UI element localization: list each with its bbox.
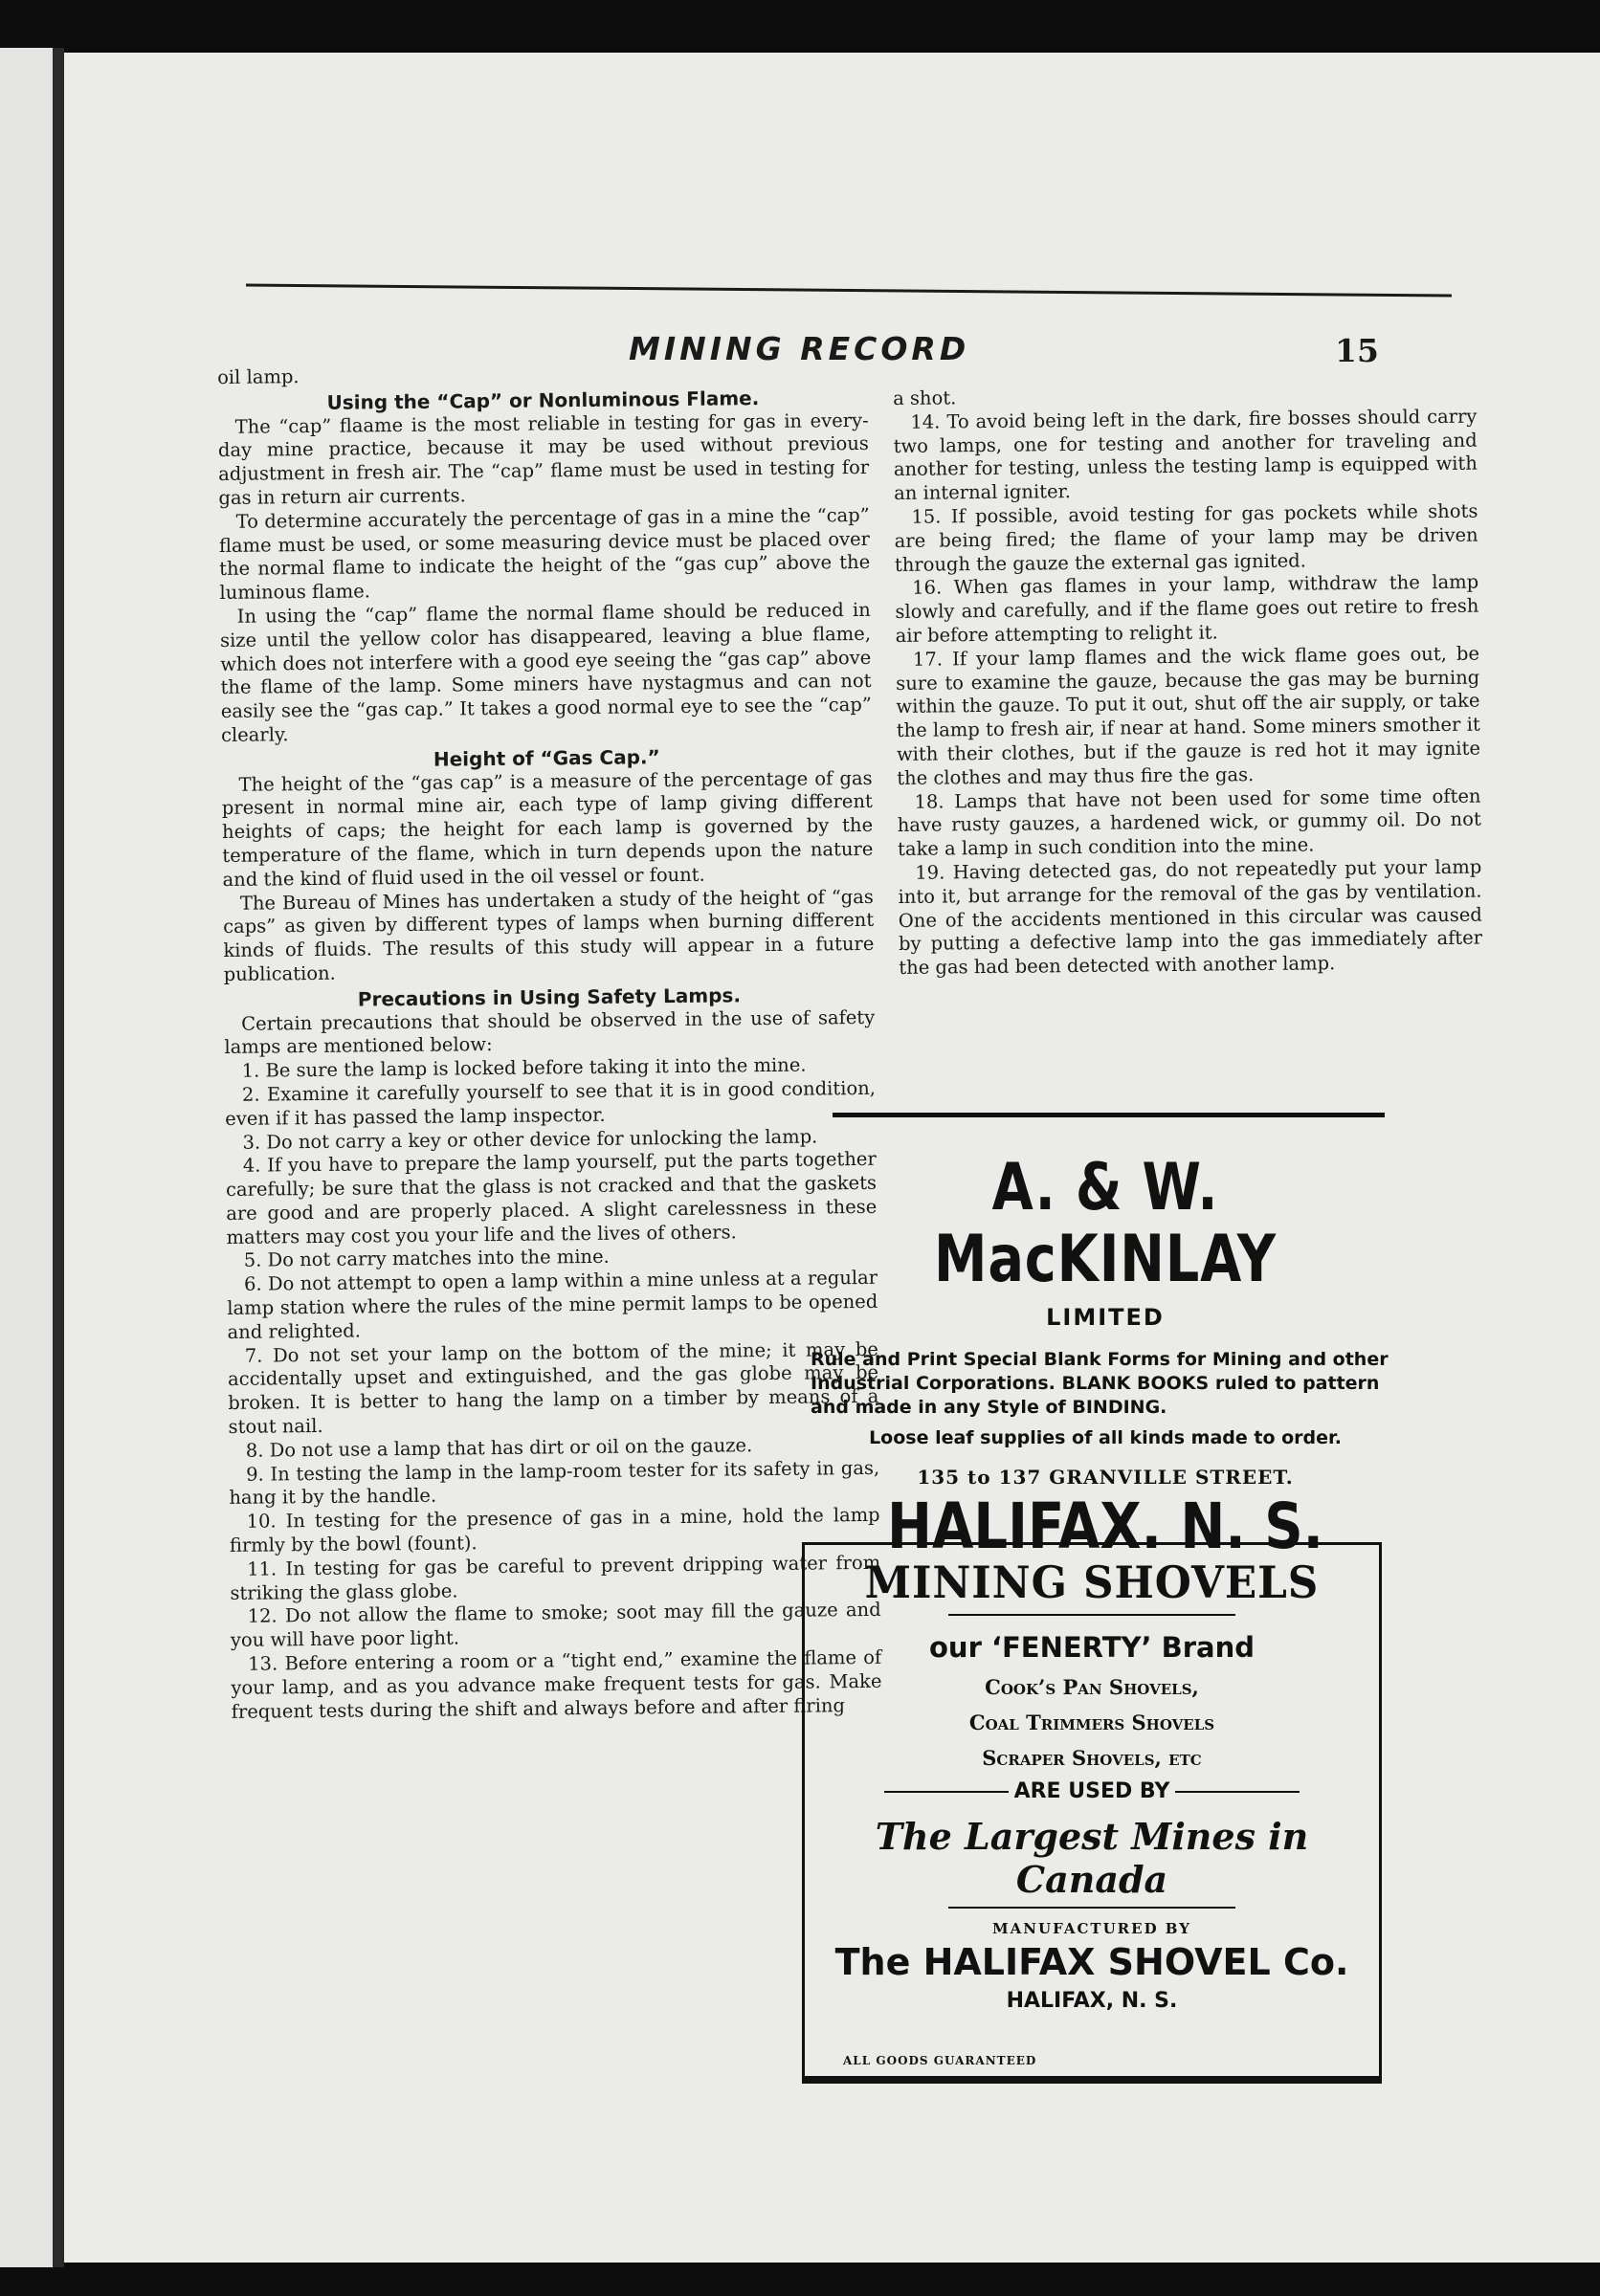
paragraph: To determine accurately the percentage of gas in a mine the “cap” flame must be used, or some measuring device must be placed over the normal flame to indicate the height of the “gas cup” above the luminous flame. [218,503,871,605]
list-item: 15. If possible, avoid testing for gas pockets while shots are being fired; the flame of your lamp may be driven through the gauze the external gas ignited. [894,499,1478,576]
running-head: MINING RECORD [629,330,970,367]
list-item: 10. In testing for the presence of gas in a mine, hold the lamp firmly by the bowl (fount). [229,1504,880,1556]
ad-loose-leaf: Loose leaf supplies of all kinds made to order. [869,1426,1342,1448]
divider [884,1791,1009,1793]
heading-gas-cap-height: Height of “Gas Cap.” [433,744,660,771]
ad-used-by: ARE USED BY [1013,1779,1170,1803]
list-item: 1. Be sure the lamp is locked before taking it into the mine. [241,1053,807,1082]
list-item: 5. Do not carry matches into the mine. [243,1246,610,1272]
paragraph: In using the “cap” flame the normal flame should be reduced in size until the yellow color has disappeared, leaving a blue flame, which does not interfere with a good eye seeing the “gas cap” above the flame of the lamp. Some miners have nystagmus and can not easily see the “gas cap.” It takes a good normal eye to see the “cap” clearly. [219,598,872,746]
right-top-fragment: a shot. [893,386,957,409]
list-item: 4. If you have to prepare the lamp yourself, put the parts together carefully; be sure that the glass is not cracked and that the gaskets are good and are properly placed. A slight carelessness in these matters may cost you your life and the lives of others. [225,1148,878,1248]
ad-product: Cook’s Pan Shovels, [985,1675,1199,1699]
ad-guarantee: ALL GOODS GUARANTEED [843,2054,1037,2067]
divider [1175,1791,1300,1793]
heading-precautions: Precautions in Using Safety Lamps. [357,983,742,1011]
list-item: 17. If your lamp flames and the wick flame goes out, be sure to examine the gauze, because the gas may be burning within the gauze. To put it out, shut off the air supply, or take the lamp to fresh air, if near at hand. Some miners smother it with their clothes, but if the gauze is red hot it may ignite the clothes and may thus fire the gas. [896,642,1481,789]
list-item: 19. Having detected gas, do not repeatedly put your lamp into it, but arrange for the removal of the gas by ventilation. One of the accidents mentioned in this circular was caused by putting a defective lamp into the gas immediately after the gas had been detected with another lamp. [898,855,1483,980]
heading-cap-flame: Using the “Cap” or Nonluminous Flame. [326,386,760,414]
paragraph: The Bureau of Mines has undertaken a study of the height of “gas caps” as given by different types of lamps when burning different kinds of fluids. The results of this study will appear in a future publication. [223,885,875,985]
ad-brand: our ‘FENERTY’ Brand [929,1631,1255,1664]
list-item: 3. Do not carry a key or other device for unlocking the lamp. [242,1124,818,1154]
list-item: 14. To avoid being left in the dark, fire bosses should carry two lamps, one for testing and another for traveling and another for testing, unless the testing lamp is equipped with an internal igniter. [893,405,1478,505]
list-item: 7. Do not set your lamp on the bottom of the mine; it may be accidentally upset and extinguished, and the gas globe may be broken. It is better to hang the lamp on a timber by means of a stout nail. [227,1337,879,1439]
list-item: 11. In testing for gas be careful to prevent dripping water from striking the glass globe. [230,1551,881,1604]
ad-product: Scraper Shovels, etc [982,1746,1202,1770]
ad-manufactured-by: MANUFACTURED BY [992,1920,1191,1937]
paragraph: The “cap” flaame is the most reliable in testing for gas in every-day mine practice, because it may be used without previous adjustment in fresh air. The “cap” flame must be used in testing for gas in return air currents. [217,408,870,509]
list-item: 9. In testing the lamp in the lamp-room tester for its safety in gas, hang it by the handle. [229,1456,880,1510]
ad-largest-mines: The Largest Mines in Canada [875,1815,1309,1901]
header-rule [246,284,1452,298]
divider [948,1614,1235,1616]
ad-used-by-row [805,1779,1379,1803]
ad-street: 135 to 137 GRANVILLE STREET. [917,1465,1294,1489]
list-item: 18. Lamps that have not been used for some time often have rusty gauzes, a hardened wick, or gummy oil. Do not take a lamp in such condition into the mine. [897,784,1481,861]
list-item: 8. Do not use a lamp that has dirt or oil on the gauze. [245,1434,753,1462]
ad-firm-name: A. & W. MacKINLAY [934,1150,1277,1297]
ad-company-city: HALIFAX, N. S. [1006,1989,1178,2013]
list-item: 6. Do not attempt to open a lamp within a mine unless at a regular lamp station where the rules of the mine permit lamps to be opened and relighted. [227,1267,878,1343]
divider [948,1907,1235,1909]
left-top-fragment: oil lamp. [217,365,300,388]
shovels-advertisement [802,1542,1382,2084]
list-item: 13. Before entering a room or a “tight end,” examine the flame of your lamp, and as you advance make frequent tests for gas. Make frequent tests during the shift and always before and after firing [231,1645,882,1723]
ad-product: Coal Trimmers Shovels [968,1711,1215,1734]
ad-limited: LIMITED [1046,1303,1165,1331]
right-column [893,382,1482,981]
ad-description: Rule and Print Special Blank Forms for Mining and other Industrial Corporations. BLANK BOOKS ruled to pattern and made in any Style of BINDING. [811,1348,1389,1418]
mackinlay-advertisement [799,1150,1411,1563]
section-rule [833,1113,1385,1117]
left-column [217,360,882,1724]
scan-left-margin [0,48,53,2267]
list-item: 12. Do not allow the flame to smoke; soot may fill the gauze and you will have poor light. [230,1599,881,1652]
paragraph: The height of the “gas cap” is a measure of the percentage of gas present in normal mine air, each type of lamp giving different heights of caps; the height for each lamp is governed by the temperature of the flame, which in turn depends upon the nature and the kind of fluid used in the oil vessel or fount. [221,766,874,891]
page-number: 15 [1335,332,1379,369]
list-item: 2. Examine it carefully yourself to see that it is in good condition, even if it has passed the lamp inspector. [225,1076,877,1130]
scan-binding-edge [53,48,64,2267]
list-item: 16. When gas flames in your lamp, withdraw the lamp slowly and carefully, and if the flame goes out retire to fresh air before attempting to relight it. [895,570,1479,647]
bottom-rule [802,2076,1382,2081]
ad-city: HALIFAX. N. S. [887,1489,1323,1563]
paragraph: Certain precautions that should be observed in the use of safety lamps are mentioned below: [224,1005,876,1059]
ad-headline: MINING SHOVELS [864,1556,1320,1608]
ad-company: The HALIFAX SHOVEL Co. [834,1941,1349,1983]
